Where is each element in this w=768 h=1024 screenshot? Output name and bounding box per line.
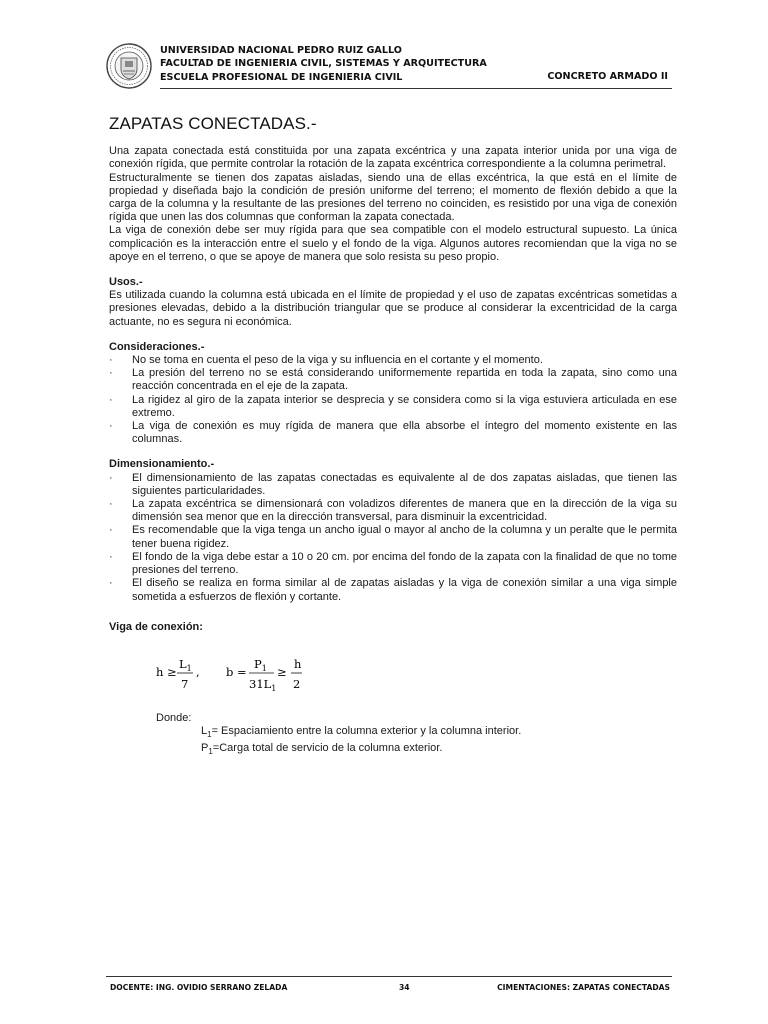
footer-docente: DOCENTE: ING. OVIDIO SERRANO ZELADA [110,983,288,992]
list-item: · La viga de conexión es muy rígida de manera que ella absorbe el íntegro del momento existente en las columnas. [109,420,677,446]
faculty-name: FACULTAD DE INGENIERIA CIVIL, SISTEMAS Y ARQUITECTURA [160,58,487,70]
formula [156,652,677,696]
consideraciones-list [109,354,677,446]
list-item: · El dimensionamiento de las zapatas conectadas es equivalente al de dos zapatas aisladas, que tienen las siguientes particularidades. [109,472,677,498]
page-number: 34 [399,983,410,992]
document-body [109,114,677,758]
footer-topic: CIMENTACIONES: ZAPATAS CONECTADAS [497,983,670,992]
university-seal-icon [106,43,152,89]
dimensionamiento-heading: Dimensionamiento.- [109,458,215,471]
formula-b-num: $P_1$ [254,656,267,673]
intro-paragraph-2: Estructuralmente se tienen dos zapatas aisladas, siendo una de ellas excéntrica, la que está en el límite de propiedad y diseñada bajo la condición de presión uniforme del terreno; el momento de flexión debido a que la carga de la columna y la resultante de las presiones del terreno no coinciden, es resistido por una viga de conexión rígida que unen las dos columnas que conforman la zapata conectada. [109,171,677,224]
usos-heading: Usos.- [109,276,143,289]
list-item: · El diseño se realiza en forma similar al de zapatas aisladas y la viga de conexión similar a una viga simple sometida a esfuerzos de flexión y cortante. [109,577,677,603]
formula-b-den: $31L_1$ [249,676,277,693]
formula-h-num: $L_1$ [179,656,192,673]
page-title: ZAPATAS CONECTADAS.- [109,114,317,133]
list-item: · El fondo de la viga debe estar a 10 o 20 cm. por encima del fondo de la zapata con la finalidad de que no tome presiones del terreno. [109,551,677,577]
list-item: · Es recomendable que la viga tenga un ancho igual o mayor al ancho de la columna y un peralte que le permita tener buena rigidez. [109,524,677,550]
viga-heading: Viga de conexión: [109,620,203,633]
formula-h-lhs: h ≥ [156,664,177,679]
list-item: · La presión del terreno no se está considerando uniformemente repartida en toda la zapata, sino como una reacción concentrada en el eje de la zapata. [109,367,677,393]
formula-b-ge: ≥ [277,664,287,679]
formula-b-lhs: b = [226,664,247,679]
list-item: · La rigidez al giro de la zapata interior se desprecia y se considera como si la viga estuviera articulada en ese extremo. [109,394,677,420]
formula-h-den: 7 [181,676,189,691]
dimensionamiento-section [109,458,677,603]
intro-paragraph-1: Una zapata conectada está constituida por una zapata excéntrica y una zapata interior unida por una viga de conexión rígida, que permite controlar la rotación de la zapata excéntrica correspondiente a la columna perimetral. [109,145,677,171]
usos-section [109,276,677,329]
definition-p1: $P_1=Carga$ total de servicio de la columna exterior. [201,741,443,756]
donde-label: Donde: [156,711,192,724]
formula-comma: , [196,664,200,679]
intro-paragraph-3: La viga de conexión debe ser muy rígida para que sea compatible con el modelo estructural supuesto. La única complicación es la interacción entre el suelo y el fondo de la viga. Algunos autores recomiendan que la viga no se apoye en el terreno, o que se apoye de manera que solo resista su peso propio. [109,224,677,263]
definitions [201,725,677,758]
consideraciones-section [109,341,677,447]
school-name: ESCUELA PROFESIONAL DE INGENIERIA CIVIL [160,71,403,83]
institution-block [160,44,487,84]
definition-l1: $L_1=$ Espaciamiento entre la columna exterior y la columna interior. [201,725,522,740]
dimensionamiento-list [109,472,677,604]
course-name: CONCRETO ARMADO II [547,71,668,82]
footer-divider [106,976,672,977]
university-name: UNIVERSIDAD NACIONAL PEDRO RUIZ GALLO [160,45,402,56]
list-item: · La zapata excéntrica se dimensionará con voladizos diferentes de manera que en la dirección de la viga su dimensión sea menor que en la dirección transversal, para disminuir la excentricidad. [109,498,677,524]
formula-svg [156,652,356,696]
list-item: · No se toma en cuenta el peso de la viga y su influencia en el cortante y el momento. [109,354,677,367]
formula-b2-den: 2 [293,676,301,691]
formula-b2-num: h [294,656,302,671]
usos-text: Es utilizada cuando la columna está ubicada en el límite de propiedad y el uso de zapatas excéntricas sometidas a presiones elevadas, debido a la distribución triangular que se produce al considerar la excentricidad de la carga actuante, no es segura ni económica. [109,289,677,328]
page-header [106,40,672,92]
header-divider [160,88,672,89]
consideraciones-heading: Consideraciones.- [109,340,205,353]
